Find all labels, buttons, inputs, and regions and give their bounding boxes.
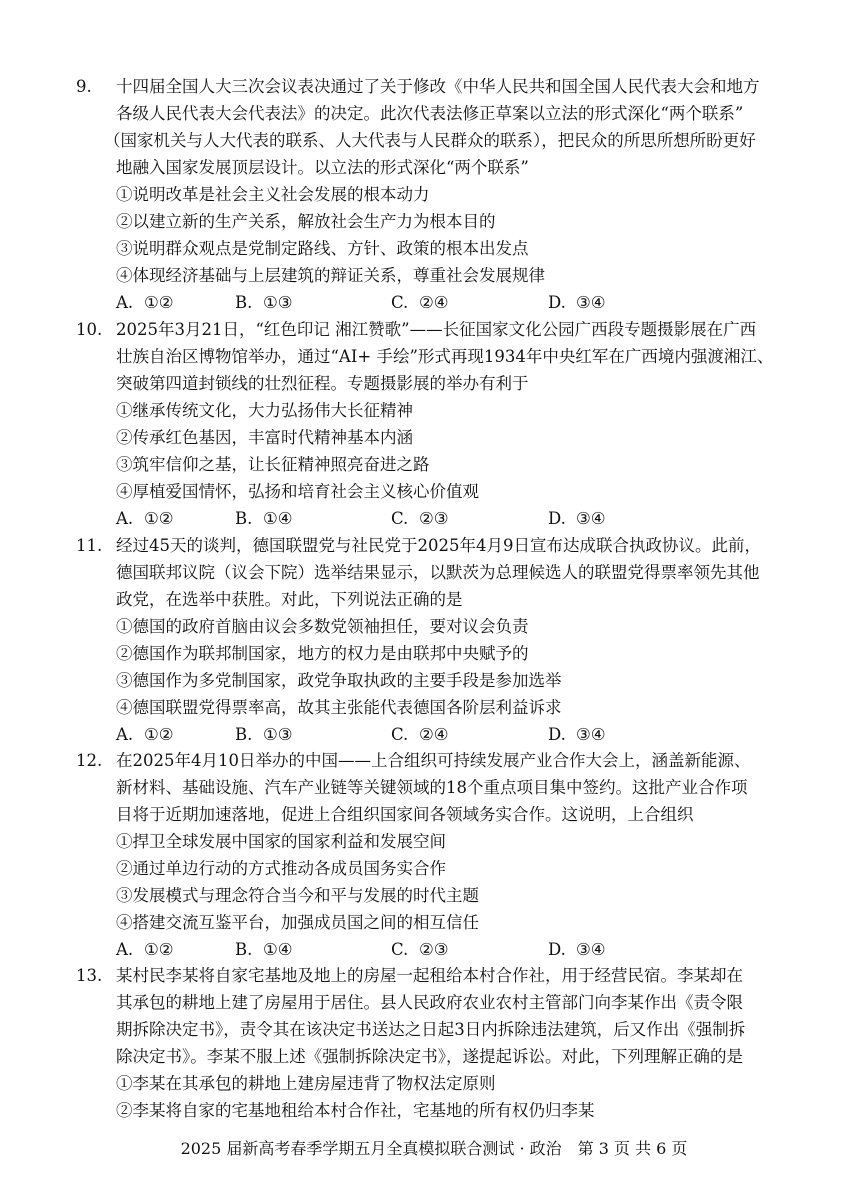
statement-4: ④德国联盟党得票率高，故其主张能代表德国各阶层利益诉求 (116, 698, 562, 717)
answer-options (116, 289, 836, 316)
statement-4: ④厚植爱国情怀，弘扬和培育社会主义核心价值观 (116, 482, 479, 501)
question-stem-line: 除决定书》。李某不服上述《强制拆除决定书》，遂提起诉讼。对此，下列理解正确的是 (116, 1047, 743, 1066)
question-stem-line: 十四届全国人大三次会议表决通过了关于修改《中华人民共和国全国人民代表大会和地方 (116, 77, 760, 96)
option-b[interactable]: B. ①④ (235, 940, 293, 959)
question-stem-line: 某村民李某将自家宅基地及地上的房屋一起租给本村合作社，用于经营民宿。李某却在 (116, 966, 743, 985)
statement-1: ①捍卫全球发展中国家的国家利益和发展空间 (116, 832, 446, 851)
option-c[interactable]: C. ②③ (391, 509, 449, 528)
question-stem-line: 其承包的耕地上建了房屋用于居住。县人民政府农业农村主管部门向李某作出《责令限 (116, 993, 743, 1012)
answer-options (116, 721, 836, 748)
answer-options (116, 936, 836, 963)
question-stem-line: 2025年3月21日，“红色印记 湘江赞歌”——长征国家文化公园广西段专题摄影展在广西 (116, 320, 757, 339)
question-number: 12. (76, 751, 103, 770)
statement-1: ①李某在其承包的耕地上建房屋违背了物权法定原则 (116, 1074, 496, 1093)
answer-options (116, 505, 836, 532)
statement-3: ③德国作为多党制国家，政党争取执政的主要手段是参加选举 (116, 671, 562, 690)
statement-3: ③筑牢信仰之基，让长征精神照亮奋进之路 (116, 455, 430, 474)
option-b[interactable]: B. ①④ (235, 509, 293, 528)
question-stem-line: 经过45天的谈判，德国联盟党与社民党于2025年4月9日宣布达成联合执政协议。此前， (116, 536, 761, 555)
question-number: 13. (76, 966, 103, 985)
statement-1: ①德国的政府首脑由议会多数党领袖担任，要对议会负责 (116, 617, 529, 636)
question-stem-line: 在2025年4月10日举办的中国——上合组织可持续发展产业合作大会上，涵盖新能源、 (116, 751, 751, 770)
statement-2: ②德国作为联邦制国家，地方的权力是由联邦中央赋予的 (116, 644, 529, 663)
statement-3: ③发展模式与理念符合当今和平与发展的时代主题 (116, 886, 479, 905)
question-stem-line: 各级人民代表大会代表法》的决定。此次代表法修正草案以立法的形式深化“两个联系” (116, 104, 744, 123)
question-stem-line: 政党，在选举中获胜。对此，下列说法正确的是 (116, 590, 463, 609)
option-c[interactable]: C. ②③ (391, 940, 449, 959)
question-number: 10. (76, 320, 103, 339)
option-c[interactable]: C. ②④ (391, 725, 449, 744)
option-a[interactable]: A. ①② (116, 725, 174, 744)
option-c[interactable]: C. ②④ (391, 293, 449, 312)
option-d[interactable]: D. ③④ (548, 509, 606, 528)
question-stem-line: 德国联邦议院（议会下院）选举结果显示，以默茨为总理候选人的联盟党得票率领先其他 (116, 563, 760, 582)
option-d[interactable]: D. ③④ (548, 293, 606, 312)
question-stem-line: 壮族自治区博物馆举办，通过“AI+ 手绘”形式再现1934年中央红军在广西境内强渡湘江、 (116, 347, 774, 366)
question-stem-line: 新材料、基础设施、汽车产业链等关键领域的18个重点项目集中签约。这批产业合作项 (116, 778, 748, 797)
question-number: 11. (76, 536, 103, 555)
question-stem-line: 期拆除决定书》，责令其在该决定书送达之日起3日内拆除违法建筑，后又作出《强制拆 (116, 1020, 746, 1039)
statement-2: ②传承红色基因，丰富时代精神基本内涵 (116, 428, 413, 447)
statement-4: ④体现经济基础与上层建筑的辩证关系，尊重社会发展规律 (116, 266, 545, 285)
statement-3: ③说明群众观点是党制定路线、方针、政策的根本出发点 (116, 239, 529, 258)
statement-1: ①说明改革是社会主义社会发展的根本动力 (116, 185, 430, 204)
statement-2: ②以建立新的生产关系，解放社会生产力为根本目的 (116, 212, 496, 231)
question-stem-line: （国家机关与人大代表的联系、人大代表与人民群众的联系），把民众的所思所想所盼更好 (104, 131, 756, 150)
statement-1: ①继承传统文化，大力弘扬伟大长征精神 (116, 401, 413, 420)
option-a[interactable]: A. ①② (116, 940, 174, 959)
option-b[interactable]: B. ①③ (235, 725, 293, 744)
statement-2: ②李某将自家的宅基地租给本村合作社，宅基地的所有权仍归李某 (116, 1101, 595, 1120)
question-stem-line: 突破第四道封锁线的壮烈征程。专题摄影展的举办有利于 (116, 374, 529, 393)
option-d[interactable]: D. ③④ (548, 725, 606, 744)
page-footer: 2025 届新高考春季学期五月全真模拟联合测试 · 政治 第 3 页 共 6 页 (180, 1139, 688, 1158)
option-d[interactable]: D. ③④ (548, 940, 606, 959)
statement-2: ②通过单边行动的方式推动各成员国务实合作 (116, 859, 446, 878)
question-number: 9. (76, 77, 92, 96)
statement-4: ④搭建交流互鉴平台，加强成员国之间的相互信任 (116, 913, 479, 932)
option-b[interactable]: B. ①③ (235, 293, 293, 312)
question-stem-line: 目将于近期加速落地，促进上合组织国家间各领域务实合作。这说明，上合组织 (116, 805, 694, 824)
option-a[interactable]: A. ①② (116, 293, 174, 312)
option-a[interactable]: A. ①② (116, 509, 174, 528)
question-stem-line: 地融入国家发展顶层设计。以立法的形式深化“两个联系” (116, 158, 529, 177)
